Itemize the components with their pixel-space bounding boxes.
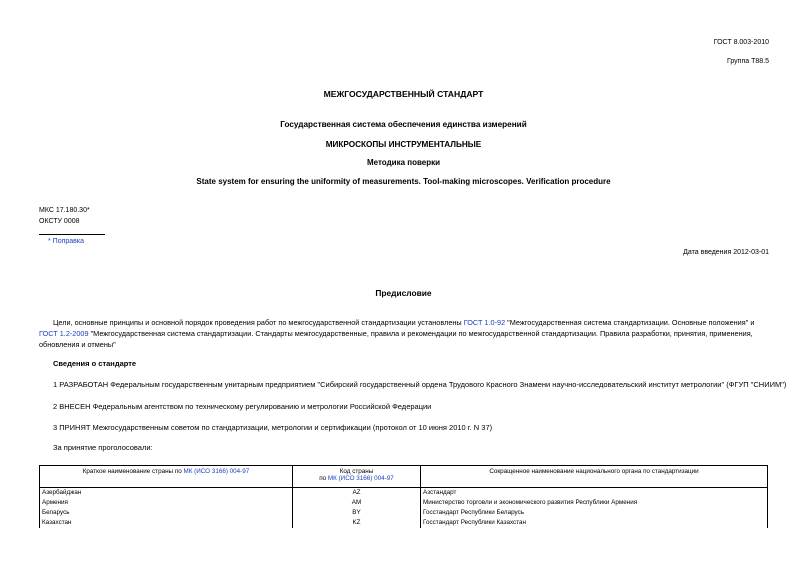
foreword-text-2: "Межгосударственная система стандартизации. Основные положения" и: [505, 318, 755, 327]
header-code-text: по: [319, 475, 328, 482]
header-country: [40, 466, 293, 488]
cell-code: AM: [293, 498, 421, 508]
interstate-standard-title: МЕЖГОСУДАРСТВЕННЫЙ СТАНДАРТ: [323, 89, 484, 99]
cell-country: Армения: [40, 498, 293, 508]
standard-info-heading: Сведения о стандарте: [53, 359, 137, 368]
header-code: [293, 466, 421, 488]
mks-code: МКС 17.180.30*: [39, 207, 90, 214]
table-header-row: [40, 466, 768, 488]
method-title: Методика поверки: [366, 158, 441, 167]
mk-iso-link[interactable]: МК (ИСО 3166) 004-97: [183, 468, 250, 475]
gost-1-2-2009-link[interactable]: ГОСТ 1.2-2009: [39, 329, 89, 338]
amendment-link[interactable]: * Поправка: [48, 238, 84, 245]
document-group: Группа Т88.5: [726, 58, 769, 65]
cell-code: KZ: [293, 518, 421, 528]
foreword-text-1: Цели, основные принципы и основной порядок проведения работ по межгосударственной стандартизации установлены: [53, 318, 464, 327]
voted-label: За принятие проголосовали:: [53, 443, 153, 452]
cell-body: Министерство торговли и экономического развития Республики Армения: [421, 498, 768, 508]
document-code: ГОСТ 8.003-2010: [713, 39, 769, 46]
info-item-2: 2 ВНЕСЕН Федеральным агентством по техническому регулированию и метрологии Российской Федерации: [53, 402, 432, 411]
foreword-text-3: "Межгосударственная система стандартизации. Стандарты межгосударственные, правила и рекомендации по межгосударственной стандартизации. Правила разработки, принятия, применения, обновления и отмены": [39, 329, 753, 349]
foreword-heading: Предисловие: [375, 288, 432, 298]
header-code-line1: Код страны: [339, 468, 374, 475]
gost-1-0-92-link[interactable]: ГОСТ 1.0-92: [463, 318, 506, 327]
cell-country: Беларусь: [40, 508, 293, 518]
introduction-date: Дата введения 2012-03-01: [683, 249, 769, 256]
info-item-3: 3 ПРИНЯТ Межгосударственным советом по стандартизации, метрологии и сертификации (протокол от 10 июня 2010 г. N 37): [53, 423, 493, 432]
table-row: [40, 518, 768, 528]
table-row: [40, 488, 768, 499]
standard-name: МИКРОСКОПЫ ИНСТРУМЕНТАЛЬНЫЕ: [325, 140, 482, 149]
cell-country: Азербайджан: [40, 488, 293, 499]
voting-table: [39, 465, 768, 528]
divider: [39, 234, 105, 235]
header-body: Сокращенное наименование национального органа по стандартизации: [421, 466, 768, 488]
cell-code: AZ: [293, 488, 421, 499]
table-row: [40, 498, 768, 508]
cell-country: Казахстан: [40, 518, 293, 528]
mk-iso-link-2[interactable]: МК (ИСО 3166) 004-97: [327, 475, 394, 482]
okstu-code: ОКСТУ 0008: [39, 218, 80, 225]
cell-code: BY: [293, 508, 421, 518]
cell-body: Госстандарт Республики Беларусь: [421, 508, 768, 518]
header-country-text: Краткое наименование страны по: [82, 468, 184, 475]
table-row: [40, 508, 768, 518]
cell-body: Азстандарт: [421, 488, 768, 499]
english-title: State system for ensuring the uniformity of measurements. Tool-making microscopes. Verification procedure: [196, 177, 611, 186]
info-item-1: 1 РАЗРАБОТАН Федеральным государственным унитарным предприятием "Сибирский государственный ордена Трудового Красного Знамени научно-исследовательский институт метрологии" (ФГУП "СНИИМ"): [53, 380, 787, 389]
cell-body: Госстандарт Республики Казахстан: [421, 518, 768, 528]
system-title: Государственная система обеспечения единства измерений: [280, 120, 527, 129]
foreword-paragraph: [39, 317, 769, 350]
